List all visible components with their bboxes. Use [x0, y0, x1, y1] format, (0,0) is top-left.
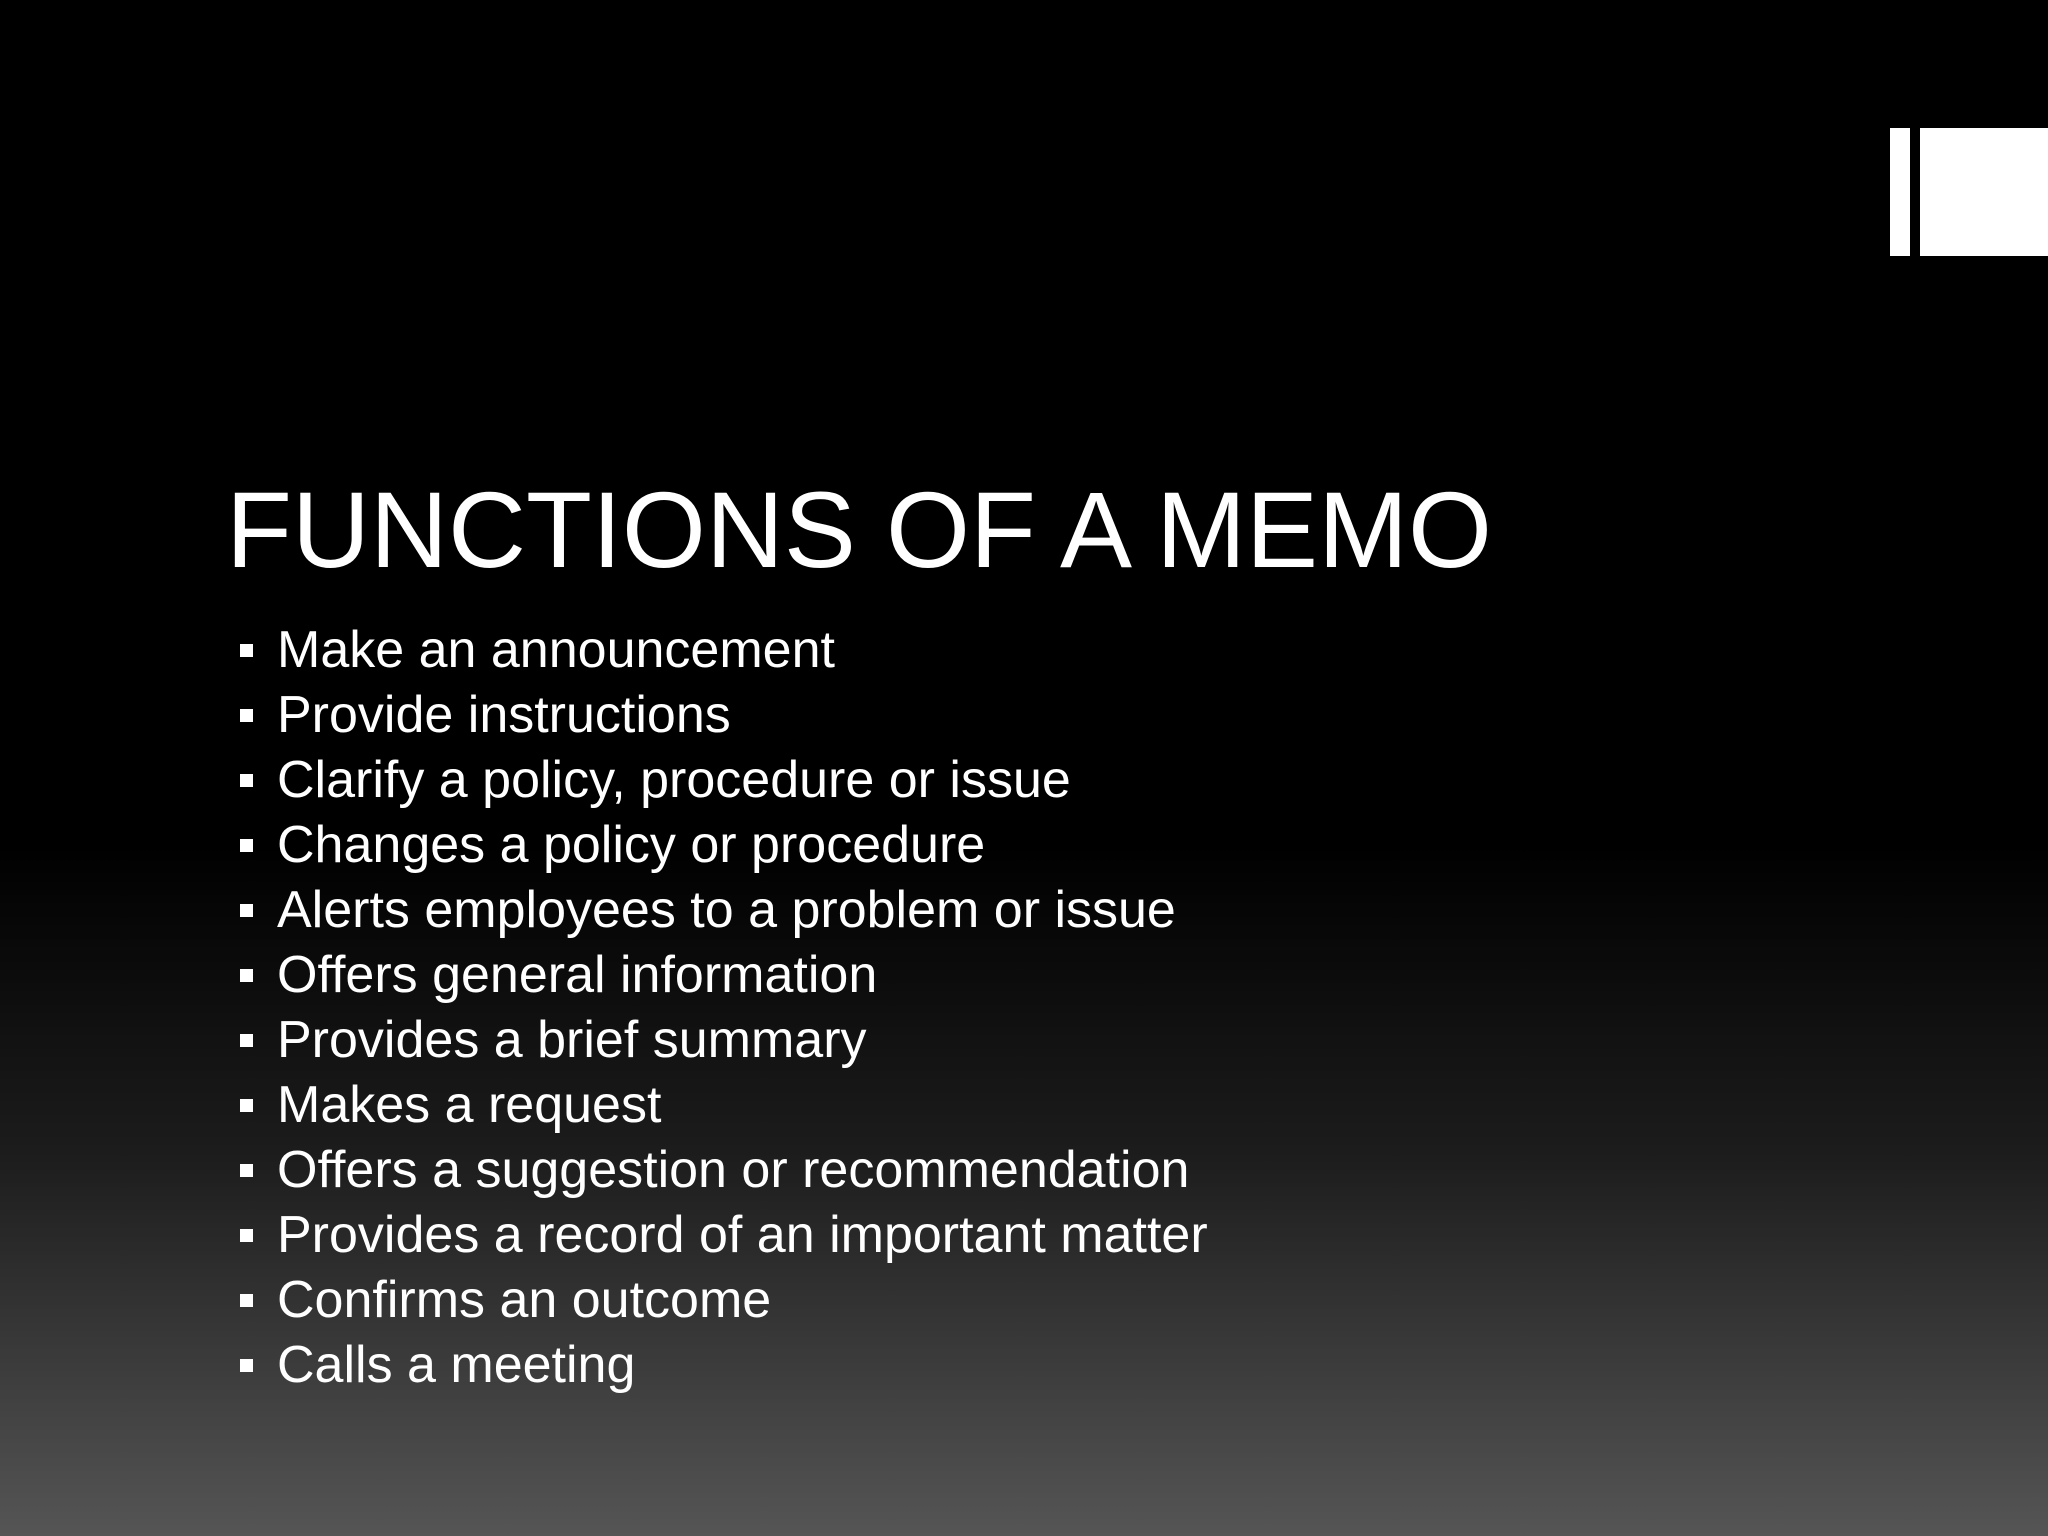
square-bullet-icon	[240, 1229, 253, 1242]
bullet-text: Provides a brief summary	[277, 1011, 867, 1069]
bullet-text: Offers a suggestion or recommendation	[277, 1141, 1190, 1199]
bullet-item	[240, 1138, 1208, 1203]
bullet-text: Calls a meeting	[277, 1336, 636, 1394]
bullet-text: Provides a record of an important matter	[277, 1206, 1208, 1264]
bullet-item	[240, 618, 1208, 683]
bullet-item	[240, 813, 1208, 878]
square-bullet-icon	[240, 839, 253, 852]
bullet-item	[240, 1333, 1208, 1398]
bullet-item	[240, 683, 1208, 748]
bullet-item	[240, 1008, 1208, 1073]
square-bullet-icon	[240, 1034, 253, 1047]
corner-decoration-block	[1920, 128, 2048, 256]
bullet-text: Provide instructions	[277, 686, 731, 744]
bullet-text: Makes a request	[277, 1076, 662, 1134]
bullet-item	[240, 878, 1208, 943]
corner-decoration	[1890, 128, 2048, 256]
bullet-item	[240, 943, 1208, 1008]
slide-title: FUNCTIONS OF A MEMO	[226, 469, 1493, 590]
bullet-text: Changes a policy or procedure	[277, 816, 986, 874]
square-bullet-icon	[240, 904, 253, 917]
square-bullet-icon	[240, 969, 253, 982]
bullet-item	[240, 748, 1208, 813]
bullet-item	[240, 1268, 1208, 1333]
bullet-text: Confirms an outcome	[277, 1271, 772, 1329]
square-bullet-icon	[240, 1164, 253, 1177]
bullet-item	[240, 1073, 1208, 1138]
corner-decoration-thin-bar	[1890, 128, 1910, 256]
bullet-item	[240, 1203, 1208, 1268]
square-bullet-icon	[240, 1294, 253, 1307]
square-bullet-icon	[240, 1099, 253, 1112]
bullet-list	[240, 618, 1208, 1398]
bullet-text: Offers general information	[277, 946, 878, 1004]
bullet-text: Make an announcement	[277, 621, 835, 679]
bullet-text: Alerts employees to a problem or issue	[277, 881, 1176, 939]
square-bullet-icon	[240, 774, 253, 787]
square-bullet-icon	[240, 644, 253, 657]
square-bullet-icon	[240, 1359, 253, 1372]
square-bullet-icon	[240, 709, 253, 722]
bullet-text: Clarify a policy, procedure or issue	[277, 751, 1071, 809]
